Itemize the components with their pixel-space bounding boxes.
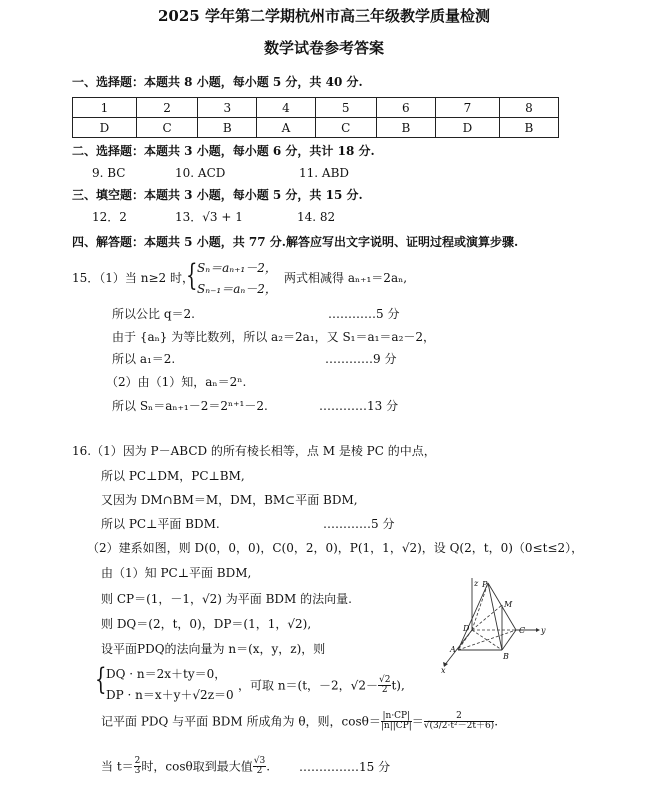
answer-number: 6 (376, 98, 435, 118)
diagonal-AC (458, 630, 516, 650)
q15-line6: 所以 Sₙ＝aₙ₊₁－2＝2ⁿ⁺¹－2. (112, 399, 268, 413)
edge-AP (458, 583, 488, 650)
answer-letter: B (499, 118, 558, 138)
answer-number: 5 (315, 98, 376, 118)
q15-eq2: Sₙ₋₁＝aₙ－2， (197, 282, 277, 296)
answer-number: 2 (136, 98, 197, 118)
answer-13-expr: √3 + 1 (202, 210, 243, 224)
edge-PB (488, 583, 502, 650)
q15-score-13: …………13 分 (319, 399, 399, 413)
answer-14: 14. 82 (297, 210, 336, 224)
q16-max-end: . (266, 759, 271, 774)
q16-line4: 所以 PC⊥平面 BDM. (101, 517, 220, 531)
answer-letter: B (376, 118, 435, 138)
answer-11: 11. ABD (299, 166, 350, 180)
answer-12: 12．2 (92, 210, 127, 224)
label-C: C (519, 626, 526, 635)
label-y: y (541, 626, 546, 635)
label-A: A (450, 645, 456, 654)
q16-take-suffix: t), (391, 678, 405, 693)
q15-subtract: 两式相减得 aₙ₊₁＝2aₙ, (284, 271, 408, 285)
q16-line6: 由（1）知 PC⊥平面 BDM, (101, 566, 252, 580)
answer-9: 9. BC (92, 166, 126, 180)
q15-line3: 由于 {aₙ} 为等比数列，所以 a₂＝2a₁，又 S₁＝a₁＝a₂－2， (112, 330, 436, 344)
q15-eq1: Sₙ＝aₙ₊₁－2， (197, 261, 277, 275)
q16-max-fraction: $\frac{√3}{2}$ (253, 756, 266, 777)
q15-intro: 15．（1）当 n≥2 时， (72, 271, 194, 285)
q16-line1: 16.（1）因为 P－ABCD 的所有棱长相等，点 M 是棱 PC 的中点， (72, 444, 436, 458)
answer-table-number-row (73, 98, 559, 118)
q16-score-15: ……………15 分 (299, 760, 391, 774)
q16-max-line (101, 757, 270, 777)
q16-cos-prefix: 记平面 PDQ 与平面 BDM 所成角为 θ，则，cosθ＝ (101, 714, 381, 729)
q16-line5: （2）建系如图，则 D(0，0，0)，C(0，2，0)，P(1，1，√2)，设 Q(2，t，0)（0≤t≤2）， (87, 541, 584, 555)
q16-cos-equals: ＝ (411, 714, 424, 729)
answer-table (72, 97, 559, 138)
q16-score-5: …………5 分 (323, 517, 395, 531)
y-arrow (536, 628, 540, 632)
q16-cos-period: . (494, 714, 499, 729)
label-P: P (482, 580, 488, 589)
q16-take-prefix: ，可取 n＝(t，－2，√2－ (238, 678, 378, 693)
q16-line7: 则 CP＝(1，－1，√2) 为平面 BDM 的法向量. (101, 592, 352, 606)
answer-letter: C (315, 118, 376, 138)
q16-line9: 设平面PDQ的法向量为 n＝(x，y，z)，则 (101, 642, 326, 656)
answer-number: 7 (435, 98, 499, 118)
label-x: x (441, 666, 446, 673)
q16-max-mid: 时，cosθ取到最大值 (141, 759, 253, 774)
q15-brace: { (186, 258, 198, 293)
q15-line5: （2）由（1）知，aₙ＝2ⁿ. (106, 375, 247, 389)
answer-letter: C (136, 118, 197, 138)
answer-13 (175, 210, 243, 224)
edge-BC (502, 630, 516, 650)
answer-10: 10. ACD (175, 166, 226, 180)
q16-line8: 则 DQ＝(2，t，0)，DP＝(1，1，√2), (101, 617, 312, 631)
section1-heading: 一、选择题：本题共 8 小题，每小题 5 分，共 40 分. (72, 75, 363, 89)
q15-line4: 所以 a₁＝2. (112, 352, 176, 366)
q16-system-eq2: DP · n＝x＋y＋√2z＝0 (106, 688, 234, 702)
section2-heading: 二、选择题：本题共 3 小题，每小题 6 分，共计 18 分. (72, 144, 375, 158)
q15-line2: 所以公比 q＝2. (112, 307, 195, 321)
answer-number: 3 (198, 98, 257, 118)
section3-heading: 三、填空题：本题共 3 小题，每小题 5 分，共 15 分. (72, 188, 363, 202)
answer-letter: D (73, 118, 137, 138)
q16-max-prefix: 当 t＝ (101, 759, 134, 774)
label-M: M (504, 600, 513, 609)
answer-letter: D (435, 118, 499, 138)
pyramid-figure (430, 578, 550, 673)
q16-normal-vector (238, 676, 405, 696)
page-title: 2025 学年第二学期杭州市高三年级教学质量检测 (158, 7, 490, 25)
q16-t-fraction: $\frac{2}{3}$ (134, 756, 141, 777)
q16-line3: 又因为 DM∩BM＝M，DM，BM⊂平面 BDM, (101, 493, 358, 507)
answer-table-answer-row (73, 118, 559, 138)
answer-number: 8 (499, 98, 558, 118)
label-z: z (474, 579, 479, 588)
answer-letter: B (198, 118, 257, 138)
q15-score-9: …………9 分 (325, 352, 397, 366)
q16-take-fraction: $\frac{√2}{2}$ (378, 675, 391, 696)
q16-cos-line (101, 712, 498, 732)
answer-number: 1 (73, 98, 137, 118)
q16-line2: 所以 PC⊥DM，PC⊥BM, (101, 469, 245, 483)
section4-heading: 四、解答题：本题共 5 小题，共 77 分.解答应写出文字说明、证明过程或演算步骤. (72, 235, 519, 249)
label-D: D (463, 624, 470, 633)
answer-letter: A (257, 118, 315, 138)
label-B: B (503, 652, 509, 661)
q15-score-5: …………5 分 (328, 307, 400, 321)
q16-system-eq1: DQ · n＝2x＋ty＝0， (106, 667, 227, 681)
answer-13-prefix: 13． (175, 210, 203, 224)
q16-brace: { (95, 662, 107, 697)
page-subtitle: 数学试卷参考答案 (263, 39, 384, 57)
answer-number: 4 (257, 98, 315, 118)
q16-cos-fraction-2: $\frac{2}{\text{√(3/2·t²－2t＋6)}}$ (423, 711, 495, 732)
q16-cos-fraction: $\frac{|n\cdot CP|}{|n||CP|}$ (380, 711, 412, 732)
